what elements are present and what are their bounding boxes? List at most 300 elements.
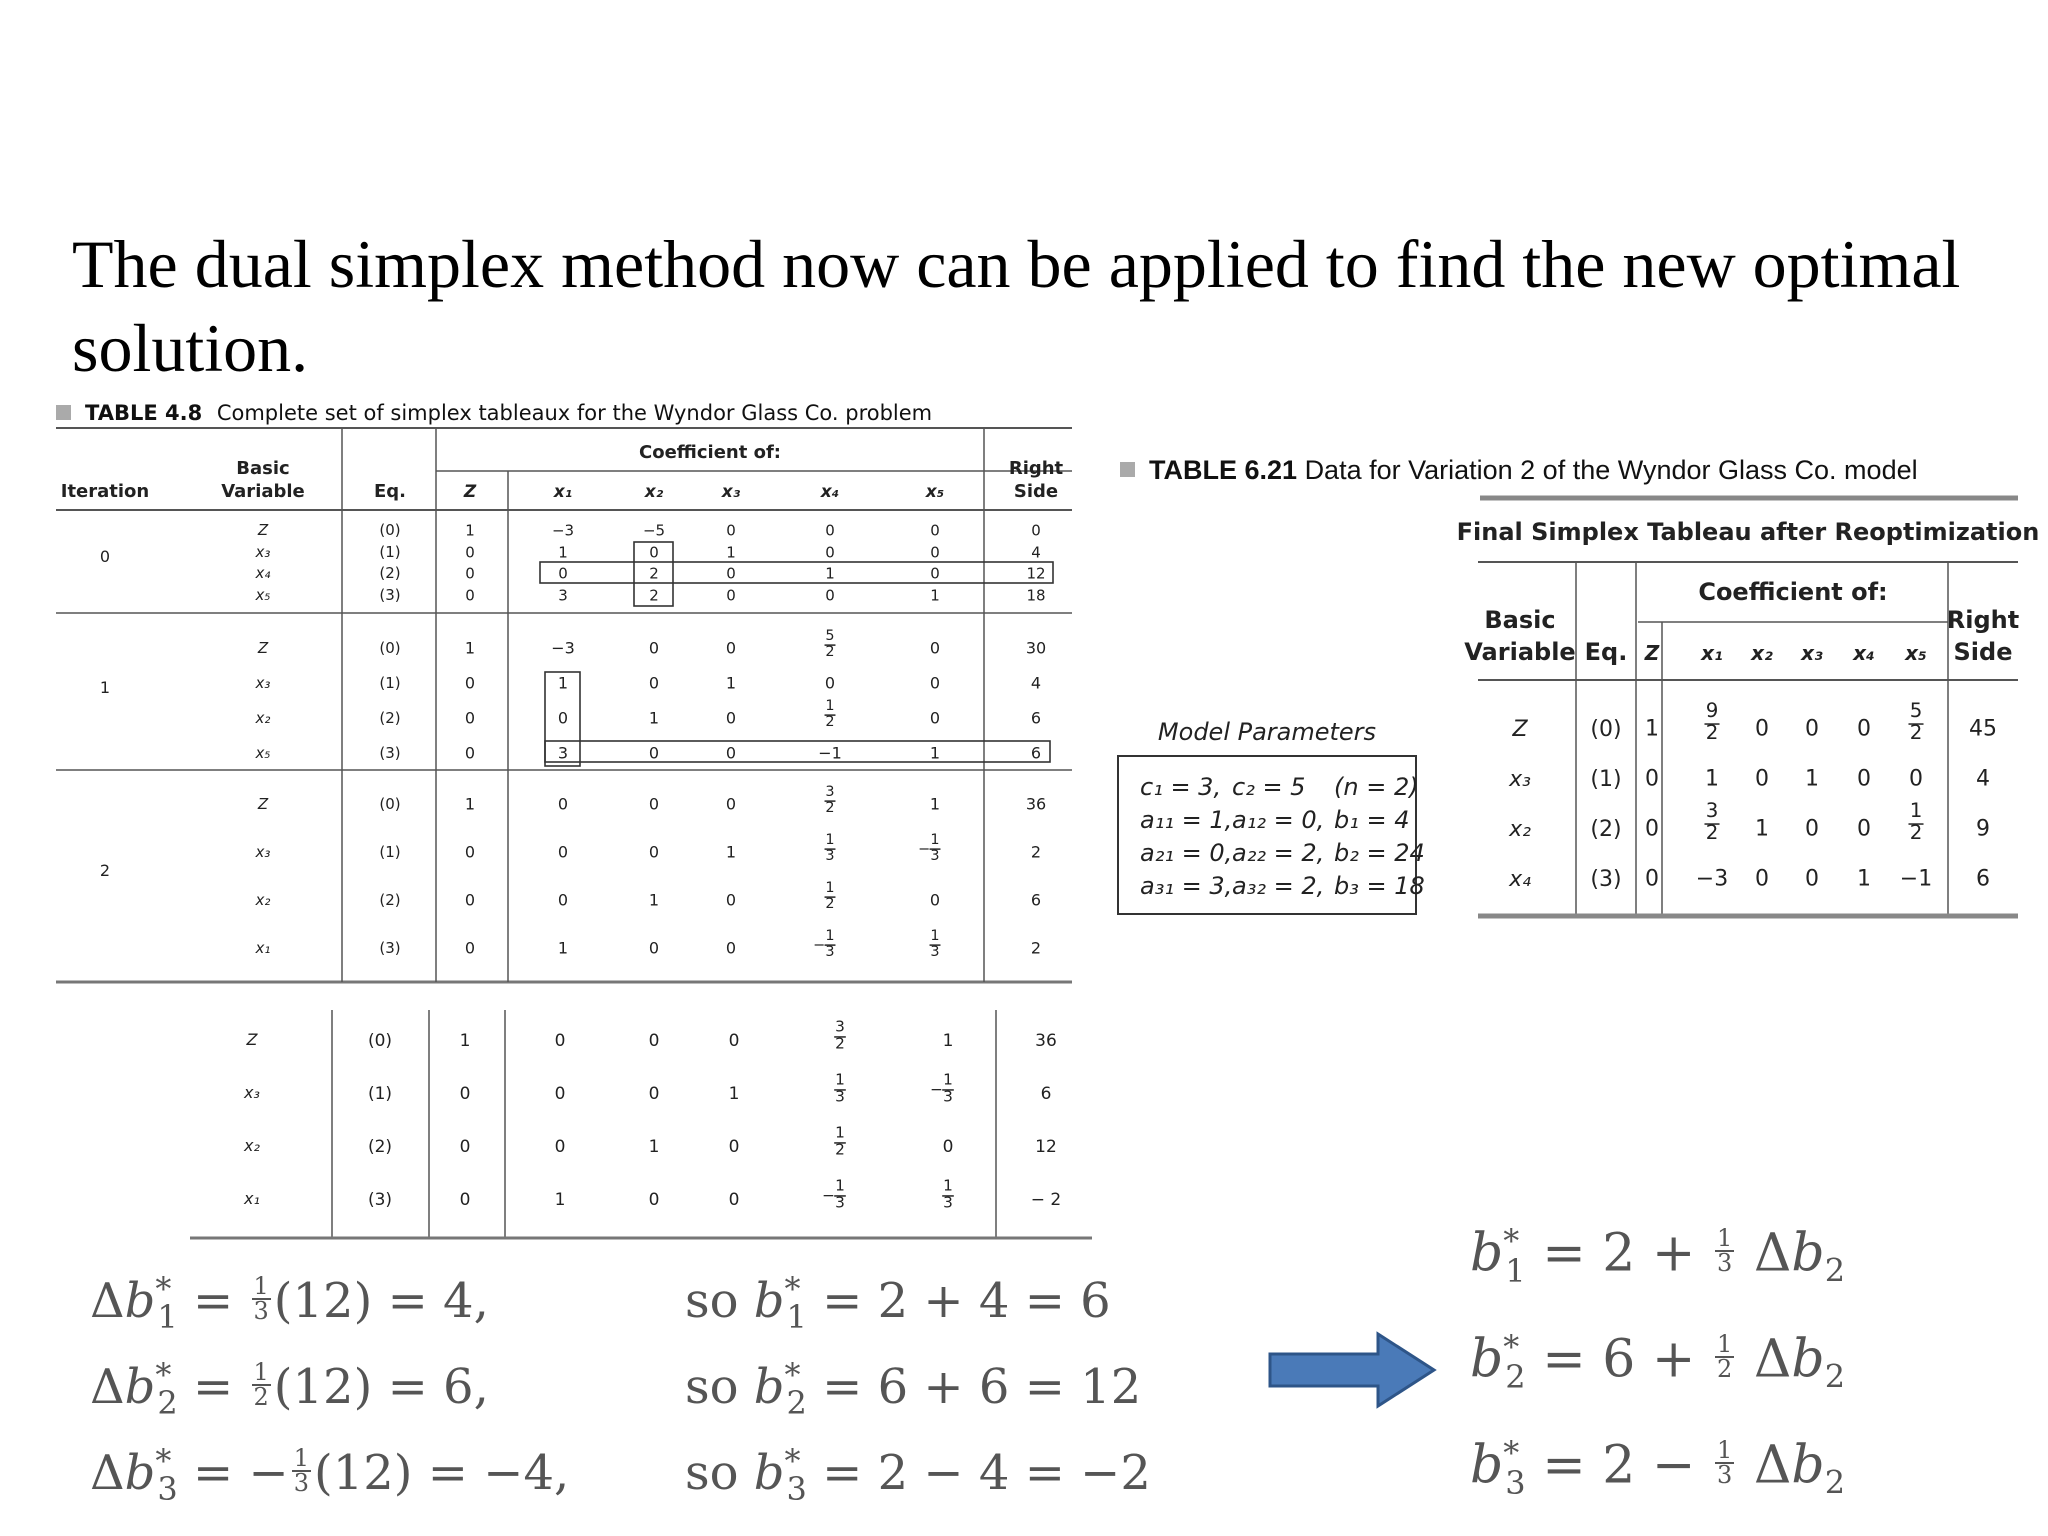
new-cell-3-4-numerator: 1 xyxy=(835,1176,845,1195)
denominator: 2 xyxy=(253,1382,269,1411)
so-b3-equation xyxy=(685,1442,1151,1508)
cell-2-0-4-denominator: 2 xyxy=(825,799,835,816)
cell-1-0-4-denominator: 2 xyxy=(825,643,835,660)
basic-variable: x₄ xyxy=(1509,867,1531,892)
cell-1-0-4-numerator: 5 xyxy=(825,628,835,645)
subscript: 2 xyxy=(1824,1251,1846,1290)
basic-variable: Z xyxy=(257,639,269,657)
cell-0-0-0: 1 xyxy=(465,521,475,540)
final-cell-2-5-numerator: 1 xyxy=(1909,799,1923,823)
star: * xyxy=(155,1442,172,1480)
b-symbol: b xyxy=(753,1273,785,1329)
eq-number: (3) xyxy=(379,939,401,957)
new-cell-0-6: 36 xyxy=(1035,1030,1057,1051)
new-cell-3-4-denominator: 3 xyxy=(835,1193,845,1212)
subscript: 2 xyxy=(1824,1357,1846,1396)
fraction xyxy=(252,1271,271,1325)
new-cell-1-4-denominator: 3 xyxy=(835,1087,845,1106)
cell-0-1-1: 1 xyxy=(558,543,568,562)
header-col-1: x₁ xyxy=(553,482,573,502)
subscript: 1 xyxy=(1505,1251,1526,1290)
basic-variable: x₃ xyxy=(255,674,271,692)
new-eq-number: (1) xyxy=(367,1084,393,1104)
final-cell-0-3: 0 xyxy=(1805,716,1819,742)
delta-symbol: Δ xyxy=(90,1359,125,1415)
cell-1-3-2: 0 xyxy=(648,743,660,763)
delta-symbol: Δ xyxy=(90,1445,125,1501)
cell-1-3-0: 0 xyxy=(464,743,476,763)
star: * xyxy=(1503,1434,1520,1472)
eq-number: (1) xyxy=(1590,767,1622,792)
numerator: 1 xyxy=(1717,1329,1733,1358)
final-cell-0-2: 0 xyxy=(1755,716,1769,742)
cell-2-3-4-denominator: 3 xyxy=(825,943,835,960)
new-cell-1-5-minus: − xyxy=(930,1080,943,1099)
cell-1-2-2: 1 xyxy=(648,708,660,728)
eq-number: (1) xyxy=(379,843,401,861)
b-symbol: b xyxy=(1470,1435,1504,1496)
final-cell-1-2: 0 xyxy=(1755,766,1769,792)
cell-2-2-6: 6 xyxy=(1030,890,1042,910)
model-param: c₁ = 3, xyxy=(1140,773,1222,801)
b-symbol: b xyxy=(1791,1435,1825,1496)
eq-number: (3) xyxy=(379,586,401,604)
equation-const: = 6 + xyxy=(1542,1329,1696,1390)
cell-1-0-0: 1 xyxy=(464,638,476,658)
new-cell-1-6: 6 xyxy=(1040,1083,1052,1104)
new-eq-number: (2) xyxy=(367,1137,393,1157)
eq-number: (2) xyxy=(379,709,401,727)
model-param: b₃ = 18 xyxy=(1334,872,1425,900)
new-cell-0-2: 0 xyxy=(648,1030,660,1051)
so-word: so xyxy=(685,1445,739,1501)
cell-0-1-2: 0 xyxy=(649,543,659,562)
denominator: 2 xyxy=(1717,1354,1733,1383)
cell-0-1-4: 0 xyxy=(825,543,835,562)
model-param: a₁₂ = 0, xyxy=(1232,806,1325,834)
new-cell-1-1: 0 xyxy=(554,1083,566,1104)
final-cell-2-5-denominator: 2 xyxy=(1909,820,1923,844)
cell-0-3-2: 2 xyxy=(649,586,659,605)
subscript: 3 xyxy=(786,1469,807,1508)
delta-symbol: Δ xyxy=(1753,1435,1792,1496)
model-param: b₁ = 4 xyxy=(1334,806,1410,834)
denominator: 3 xyxy=(253,1296,269,1325)
final-cell-1-3: 1 xyxy=(1805,766,1819,792)
cell-2-3-4-numerator: 1 xyxy=(825,928,835,945)
fraction xyxy=(252,1357,271,1411)
cell-0-0-4: 0 xyxy=(825,521,835,540)
header-col-3: x₃ xyxy=(721,482,741,502)
cell-0-1-5: 0 xyxy=(930,543,940,562)
cell-2-0-2: 0 xyxy=(648,794,660,814)
new-cell-2-4-numerator: 1 xyxy=(835,1123,845,1142)
cell-0-3-0: 0 xyxy=(465,586,475,605)
basic-variable: x₁ xyxy=(255,939,271,957)
star: * xyxy=(784,1270,801,1308)
cell-1-2-4-denominator: 2 xyxy=(825,713,835,730)
model-param: a₃₂ = 2, xyxy=(1232,872,1325,900)
header-col-2: x₂ xyxy=(1751,641,1773,665)
new-cell-3-1: 1 xyxy=(554,1189,566,1210)
final-cell-0-5-denominator: 2 xyxy=(1909,720,1923,744)
cell-0-2-5: 0 xyxy=(930,564,940,583)
cell-2-2-2: 1 xyxy=(648,890,660,910)
cell-0-2-4: 1 xyxy=(825,564,835,583)
delta-symbol: Δ xyxy=(1753,1223,1792,1284)
subscript: 2 xyxy=(1824,1463,1846,1502)
numerator: 1 xyxy=(253,1271,269,1300)
basic-variable: x₅ xyxy=(255,744,271,762)
eq-number: (3) xyxy=(1590,867,1622,892)
final-cell-1-6: 4 xyxy=(1976,766,1990,792)
cell-2-3-4-minus: − xyxy=(813,937,826,954)
new-cell-3-6: − 2 xyxy=(1030,1189,1062,1210)
equation-const: = 2 + xyxy=(1542,1223,1696,1284)
cell-1-1-4: 0 xyxy=(824,673,836,693)
basic-variable: x₄ xyxy=(255,564,271,582)
so-word: so xyxy=(685,1273,739,1329)
header-right: Right xyxy=(1008,458,1064,479)
final-cell-0-5-numerator: 5 xyxy=(1909,699,1923,723)
cell-2-3-2: 0 xyxy=(648,938,660,958)
new-cell-0-5: 1 xyxy=(942,1030,954,1051)
so-b1-equation xyxy=(685,1270,1111,1336)
final-cell-0-1-denominator: 2 xyxy=(1705,720,1719,744)
basic-variable: x₃ xyxy=(1509,767,1531,792)
eq-number: (1) xyxy=(379,543,401,561)
cell-1-1-3: 1 xyxy=(725,673,737,693)
cell-1-0-1: −3 xyxy=(551,638,575,658)
b3-star-result xyxy=(1470,1434,1845,1502)
cell-1-1-1: 1 xyxy=(557,673,569,693)
cell-1-1-2: 0 xyxy=(648,673,660,693)
page-heading: The dual simplex method now can be applied to find the new optimal solution. xyxy=(72,226,1961,386)
cell-2-1-5-denominator: 3 xyxy=(930,847,940,864)
final-cell-3-1: −3 xyxy=(1695,866,1729,892)
cell-0-2-6: 12 xyxy=(1026,564,1046,583)
numerator: 1 xyxy=(253,1357,269,1386)
final-cell-2-6: 9 xyxy=(1976,816,1990,842)
cell-2-2-4-numerator: 1 xyxy=(825,880,835,897)
final-cell-0-4: 0 xyxy=(1857,716,1871,742)
table-4-8-caption-text: Complete set of simplex tableaux for the Wyndor Glass Co. problem xyxy=(216,401,933,425)
final-cell-3-0: 0 xyxy=(1645,866,1659,892)
iteration-number: 0 xyxy=(99,547,111,566)
b-symbol: b xyxy=(124,1273,156,1329)
final-cell-1-5: 0 xyxy=(1909,766,1923,792)
final-cell-3-2: 0 xyxy=(1755,866,1769,892)
cell-1-2-3: 0 xyxy=(725,708,737,728)
cell-2-0-3: 0 xyxy=(725,794,737,814)
header-basic: Basic xyxy=(1484,606,1556,634)
cell-1-2-6: 6 xyxy=(1030,708,1042,728)
cell-2-2-3: 0 xyxy=(725,890,737,910)
new-cell-1-0: 0 xyxy=(459,1083,471,1104)
new-eq-number: (3) xyxy=(367,1190,393,1210)
cell-1-2-4-numerator: 1 xyxy=(825,698,835,715)
header-col-4: x₄ xyxy=(820,482,840,502)
model-param: a₁₁ = 1, xyxy=(1140,806,1233,834)
new-cell-2-6: 12 xyxy=(1035,1136,1057,1157)
header-variable: Variable xyxy=(1464,638,1576,666)
new-eq-number: (0) xyxy=(367,1031,393,1051)
star: * xyxy=(784,1442,801,1480)
cell-0-1-6: 4 xyxy=(1031,543,1041,562)
subscript: 2 xyxy=(786,1383,807,1422)
final-tableau-title: Final Simplex Tableau after Reoptimization xyxy=(1456,518,2040,546)
cell-1-2-5: 0 xyxy=(929,708,941,728)
model-param: a₂₁ = 0, xyxy=(1140,839,1233,867)
cell-2-3-5-denominator: 3 xyxy=(930,943,940,960)
cell-1-1-5: 0 xyxy=(929,673,941,693)
basic-variable: x₃ xyxy=(255,543,271,561)
basic-variable: x₂ xyxy=(255,891,271,909)
cell-0-0-1: −3 xyxy=(551,521,575,540)
b2-star-result xyxy=(1470,1328,1845,1396)
b-symbol: b xyxy=(1791,1223,1825,1284)
new-cell-3-5-numerator: 1 xyxy=(943,1176,953,1195)
star: * xyxy=(1503,1328,1520,1366)
b-symbol: b xyxy=(1791,1329,1825,1390)
header-eq: Eq. xyxy=(373,481,407,502)
final-cell-2-4: 0 xyxy=(1857,816,1871,842)
new-basic-variable: x₃ xyxy=(244,1083,260,1102)
header-col-0: Z xyxy=(1644,641,1660,665)
minus-sign: − xyxy=(248,1445,289,1501)
cell-1-0-6: 30 xyxy=(1025,638,1047,658)
cell-2-3-0: 0 xyxy=(464,938,476,958)
equation-rest: (12) = 4, xyxy=(273,1273,489,1329)
numerator: 1 xyxy=(293,1443,309,1472)
star: * xyxy=(155,1356,172,1394)
final-cell-2-1-numerator: 3 xyxy=(1705,799,1719,823)
cell-0-2-0: 0 xyxy=(465,564,475,583)
final-cell-3-3: 0 xyxy=(1805,866,1819,892)
header-col-3: x₃ xyxy=(1801,641,1823,665)
b1-star-result xyxy=(1470,1222,1845,1290)
table-6-21-label: TABLE 6.21 xyxy=(1149,455,1298,485)
equation-rest: = 2 + 4 = 6 xyxy=(822,1273,1111,1329)
cell-0-3-5: 1 xyxy=(930,586,940,605)
header-col-5: x₅ xyxy=(1905,641,1927,665)
cell-2-3-6: 2 xyxy=(1030,938,1042,958)
model-param: a₂₂ = 2, xyxy=(1232,839,1325,867)
new-cell-2-5: 0 xyxy=(942,1136,954,1157)
model-param: a₃₁ = 3, xyxy=(1140,872,1233,900)
final-cell-2-3: 0 xyxy=(1805,816,1819,842)
star: * xyxy=(155,1270,172,1308)
final-cell-1-4: 0 xyxy=(1857,766,1871,792)
final-cell-3-6: 6 xyxy=(1976,866,1990,892)
header-col-5: x₅ xyxy=(925,482,945,502)
equation-rest: = 2 − 4 = −2 xyxy=(822,1445,1151,1501)
b-symbol: b xyxy=(1470,1329,1504,1390)
fraction xyxy=(1715,1435,1734,1489)
b-symbol: b xyxy=(124,1445,156,1501)
subscript: 2 xyxy=(1505,1357,1526,1396)
fraction xyxy=(292,1443,311,1497)
cell-2-0-5: 1 xyxy=(929,794,941,814)
cell-1-3-6: 6 xyxy=(1030,743,1042,763)
final-cell-2-1-denominator: 2 xyxy=(1705,820,1719,844)
basic-variable: x₃ xyxy=(255,843,271,861)
new-cell-0-1: 0 xyxy=(554,1030,566,1051)
subscript: 3 xyxy=(1505,1463,1526,1502)
cell-0-1-0: 0 xyxy=(465,543,475,562)
eq-number: (0) xyxy=(379,639,401,657)
basic-variable: x₂ xyxy=(1509,817,1531,842)
fraction xyxy=(1715,1223,1734,1277)
delta-symbol: Δ xyxy=(90,1273,125,1329)
star: * xyxy=(1503,1222,1520,1260)
new-cell-1-5-numerator: 1 xyxy=(943,1070,953,1089)
final-cell-0-6: 45 xyxy=(1969,716,1997,742)
subscript: 2 xyxy=(157,1383,178,1422)
b-symbol: b xyxy=(1470,1223,1504,1284)
eq-number: (2) xyxy=(379,564,401,582)
final-cell-3-4: 1 xyxy=(1857,866,1871,892)
eq-number: (0) xyxy=(379,795,401,813)
so-word: so xyxy=(685,1359,739,1415)
denominator: 3 xyxy=(1717,1248,1733,1277)
cell-2-2-4-denominator: 2 xyxy=(825,895,835,912)
cell-0-0-5: 0 xyxy=(930,521,940,540)
cell-1-0-3: 0 xyxy=(725,638,737,658)
new-cell-0-4-numerator: 3 xyxy=(835,1017,845,1036)
cell-2-0-6: 36 xyxy=(1025,794,1047,814)
cell-1-3-1: 3 xyxy=(557,743,569,763)
new-cell-2-4-denominator: 2 xyxy=(835,1140,845,1159)
basic-variable: Z xyxy=(257,521,269,539)
table-6-21-caption-text: Data for Variation 2 of the Wyndor Glass Co. model xyxy=(1304,455,1918,485)
new-cell-2-2: 1 xyxy=(648,1136,660,1157)
so-b2-equation xyxy=(685,1356,1141,1422)
cell-1-3-3: 0 xyxy=(725,743,737,763)
cell-2-2-5: 0 xyxy=(929,890,941,910)
eq-number: (2) xyxy=(379,891,401,909)
header-side: Side xyxy=(1953,638,2013,666)
equation-rest: (12) = −4, xyxy=(314,1445,570,1501)
equation-rest: (12) = 6, xyxy=(273,1359,489,1415)
header-eq: Eq. xyxy=(1584,638,1628,666)
cell-1-1-0: 0 xyxy=(464,673,476,693)
delta-b2-equation: $\Delta b^*_2$ = $\frac{1}{2}$ (12) = 6, xyxy=(90,1356,489,1422)
fraction xyxy=(1715,1329,1734,1383)
final-cell-0-0: 1 xyxy=(1645,716,1659,742)
cell-2-1-1: 0 xyxy=(557,842,569,862)
cell-2-1-4-numerator: 1 xyxy=(825,832,835,849)
new-cell-2-3: 0 xyxy=(728,1136,740,1157)
basic-variable: x₅ xyxy=(255,586,271,604)
b-symbol: b xyxy=(124,1359,156,1415)
header-side: Side xyxy=(1013,481,1059,502)
b-symbol: b xyxy=(753,1445,785,1501)
new-basic-variable: x₁ xyxy=(244,1189,260,1208)
cell-0-0-2: −5 xyxy=(642,521,666,540)
new-cell-0-4-denominator: 2 xyxy=(835,1034,845,1053)
header-col-2: x₂ xyxy=(644,482,664,502)
header-basic: Basic xyxy=(236,458,290,479)
cell-2-1-5-minus: − xyxy=(918,841,931,858)
header-coefficient: Coefficient of: xyxy=(639,442,781,463)
eq-number: (1) xyxy=(379,674,401,692)
new-cell-1-5-denominator: 3 xyxy=(943,1087,953,1106)
cell-0-0-3: 0 xyxy=(726,521,736,540)
delta-b3-equation: $\Delta b^*_3$ = − $\frac{1}{3}$ (12) = −4, xyxy=(90,1442,570,1508)
denominator: 3 xyxy=(1717,1460,1733,1489)
model-parameters-title: Model Parameters xyxy=(1157,718,1377,746)
new-cell-2-0: 0 xyxy=(459,1136,471,1157)
cell-2-3-1: 1 xyxy=(557,938,569,958)
cell-2-3-5-numerator: 1 xyxy=(930,928,940,945)
cell-2-1-3: 1 xyxy=(725,842,737,862)
cell-1-3-4: −1 xyxy=(818,743,842,763)
cell-1-0-2: 0 xyxy=(648,638,660,658)
basic-variable: Z xyxy=(1512,717,1528,742)
cell-2-1-4-denominator: 3 xyxy=(825,847,835,864)
cell-2-1-0: 0 xyxy=(464,842,476,862)
cell-1-2-1: 0 xyxy=(557,708,569,728)
iteration-number: 1 xyxy=(99,678,111,697)
header-coefficient: Coefficient of: xyxy=(1698,578,1888,606)
cell-0-1-3: 1 xyxy=(726,543,736,562)
model-param: b₂ = 24 xyxy=(1334,839,1425,867)
eq-number: (0) xyxy=(379,521,401,539)
table-4-8-label: TABLE 4.8 xyxy=(85,401,203,425)
cell-0-3-1: 3 xyxy=(558,586,568,605)
cell-2-2-1: 0 xyxy=(557,890,569,910)
cell-2-2-0: 0 xyxy=(464,890,476,910)
cell-2-0-0: 1 xyxy=(464,794,476,814)
cell-1-0-5: 0 xyxy=(929,638,941,658)
subscript: 3 xyxy=(157,1469,178,1508)
new-cell-3-0: 0 xyxy=(459,1189,471,1210)
new-cell-1-2: 0 xyxy=(648,1083,660,1104)
header-iteration: Iteration xyxy=(60,481,150,502)
final-cell-3-5: −1 xyxy=(1899,866,1933,892)
subscript: 1 xyxy=(157,1297,178,1336)
equation-const: = 2 − xyxy=(1542,1435,1696,1496)
header-col-4: x₄ xyxy=(1853,641,1875,665)
equation-rest: = 6 + 6 = 12 xyxy=(822,1359,1142,1415)
header-right: Right xyxy=(1946,606,2020,634)
right-arrow-icon xyxy=(1268,1330,1438,1410)
cell-1-1-6: 4 xyxy=(1030,673,1042,693)
subscript: 1 xyxy=(786,1297,807,1336)
final-cell-1-1: 1 xyxy=(1705,766,1719,792)
delta-b1-equation: $\Delta b^*_1$ = $\frac{1}{3}$ (12) = 4, xyxy=(90,1270,489,1336)
new-cell-0-0: 1 xyxy=(459,1030,471,1051)
b-symbol: b xyxy=(753,1359,785,1415)
cell-0-2-2: 2 xyxy=(649,564,659,583)
new-cell-0-3: 0 xyxy=(728,1030,740,1051)
cell-1-2-0: 0 xyxy=(464,708,476,728)
final-cell-1-0: 0 xyxy=(1645,766,1659,792)
basic-variable: x₂ xyxy=(255,709,271,727)
header-variable: Variable xyxy=(221,481,305,502)
cell-0-3-3: 0 xyxy=(726,586,736,605)
new-cell-1-4-numerator: 1 xyxy=(835,1070,845,1089)
denominator: 3 xyxy=(293,1468,309,1497)
new-basic-variable: Z xyxy=(246,1030,258,1049)
cell-0-3-4: 0 xyxy=(825,586,835,605)
eq-number: (0) xyxy=(1590,717,1622,742)
header-col-1: x₁ xyxy=(1701,641,1723,665)
model-param: c₂ = 5 xyxy=(1232,773,1306,801)
cell-1-3-5: 1 xyxy=(929,743,941,763)
cell-2-0-1: 0 xyxy=(557,794,569,814)
